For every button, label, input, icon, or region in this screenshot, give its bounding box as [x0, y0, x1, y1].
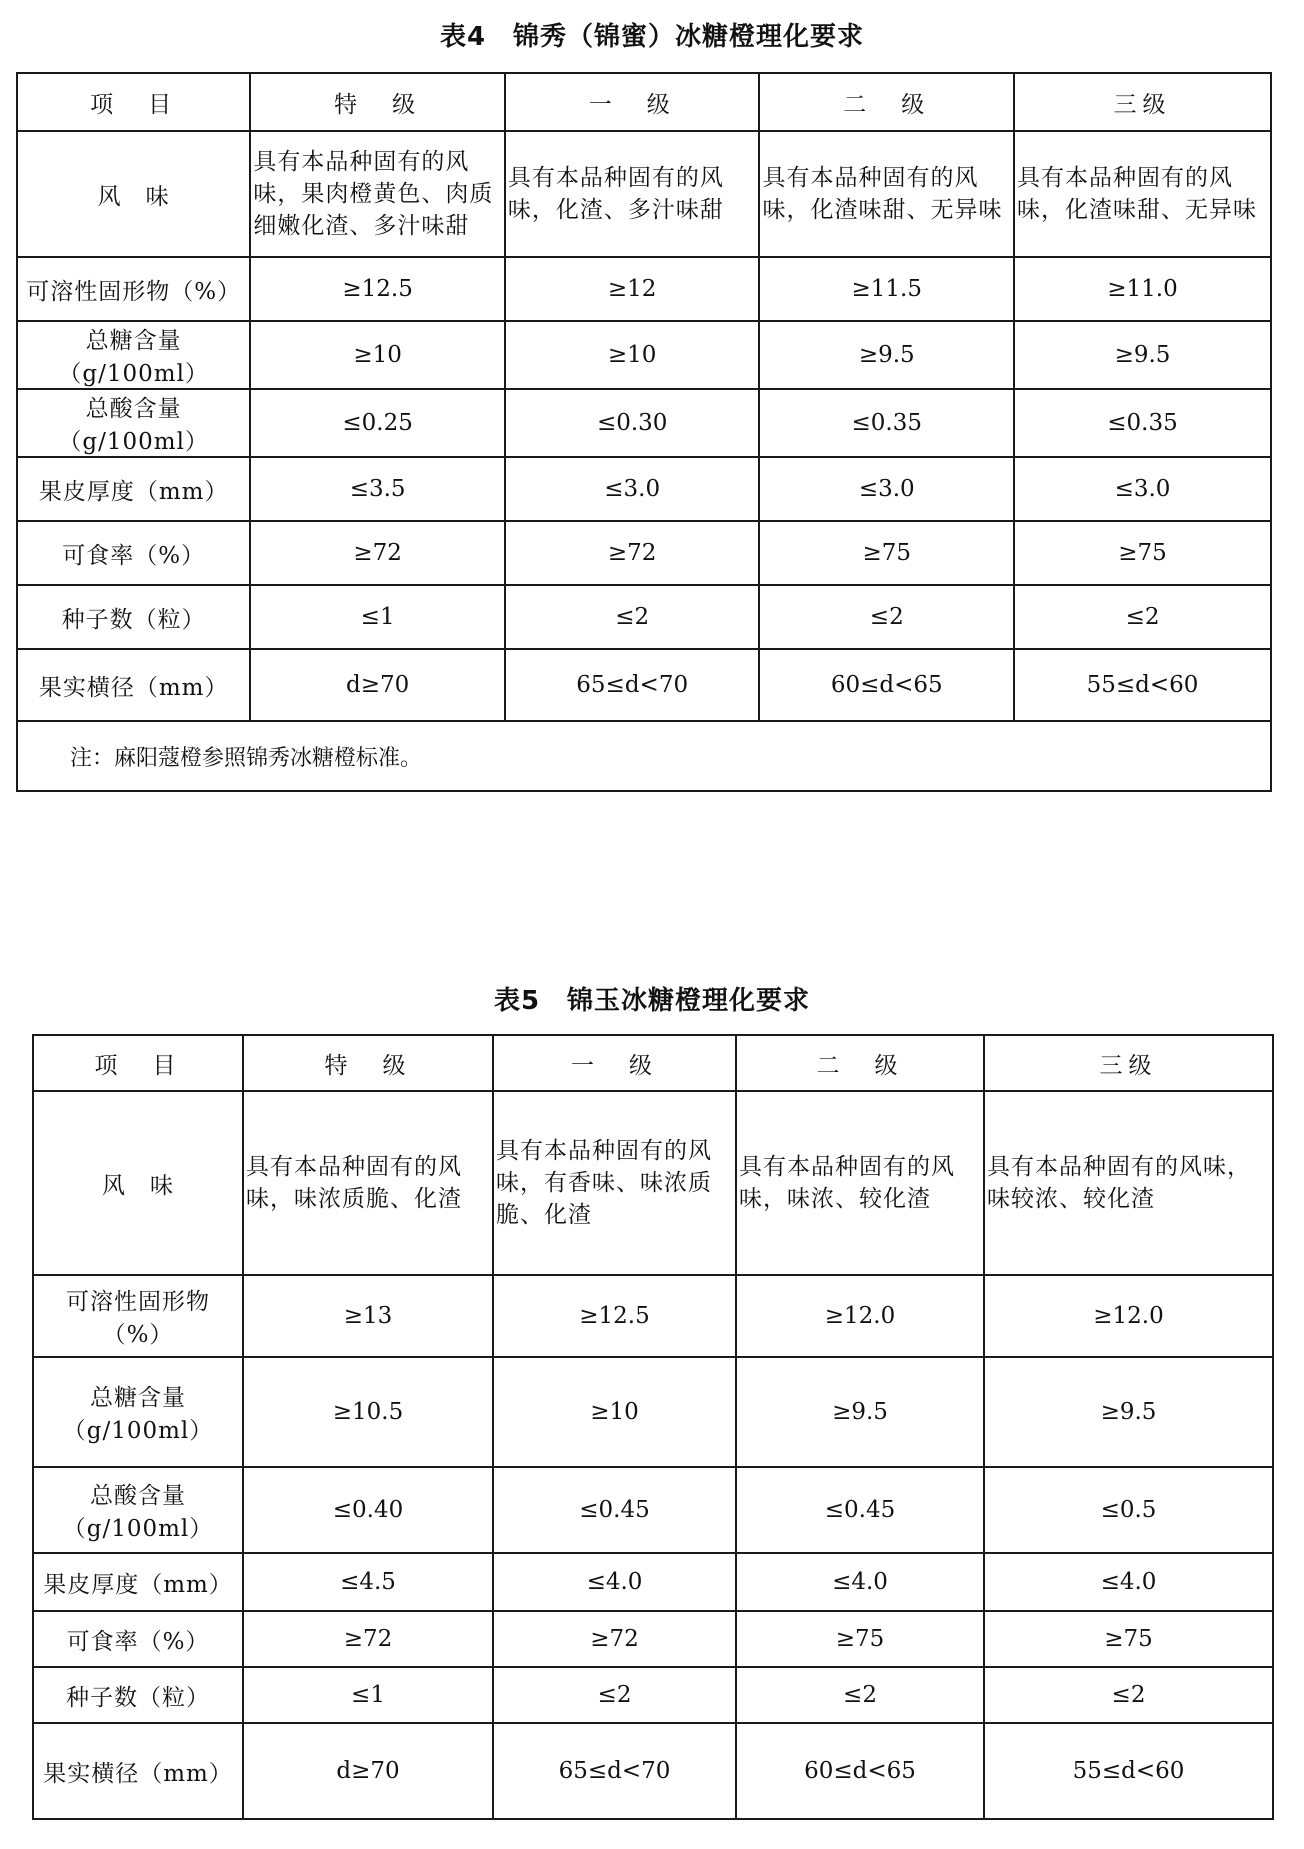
cell-value: ≤0.35 [759, 389, 1014, 457]
cell-value: d≥70 [250, 649, 505, 721]
cell-value: ≤1 [243, 1667, 493, 1723]
cell-value: 具有本品种固有的风味，化渣味甜、无异味 [759, 131, 1014, 257]
row-label: 可溶性固形物（%） [33, 1275, 243, 1357]
row-label: 总酸含量（g/100ml） [17, 389, 250, 457]
table4-title: 表4 锦秀（锦蜜）冰糖橙理化要求 [439, 22, 865, 52]
table-row [17, 257, 1271, 321]
table-row [33, 1091, 1273, 1275]
cell-value: ≤2 [736, 1667, 984, 1723]
cell-value: ≥75 [984, 1611, 1273, 1667]
row-label: 可食率（%） [17, 521, 250, 585]
cell-value: ≤0.30 [505, 389, 760, 457]
cell-value: ≤2 [493, 1667, 736, 1723]
cell-value: 55≤d<60 [984, 1723, 1273, 1819]
cell-value: 55≤d<60 [1014, 649, 1271, 721]
cell-value: 具有本品种固有的风味，味浓、较化渣 [736, 1091, 984, 1275]
cell-value: ≥12.0 [736, 1275, 984, 1357]
cell-value: ≥12 [505, 257, 760, 321]
cell-value: 具有本品种固有的风味，味浓质脆、化渣 [243, 1091, 493, 1275]
cell-value: ≥72 [243, 1611, 493, 1667]
header-grade-3: 三级 [1014, 73, 1271, 131]
cell-value: ≥13 [243, 1275, 493, 1357]
cell-value: ≤3.5 [250, 457, 505, 521]
table-row [17, 521, 1271, 585]
row-label: 种子数（粒） [17, 585, 250, 649]
cell-value: ≤0.45 [736, 1467, 984, 1553]
cell-value: ≥12.0 [984, 1275, 1273, 1357]
row-label: 风 味 [33, 1091, 243, 1275]
cell-value: ≤4.5 [243, 1553, 493, 1611]
header-item: 项 目 [33, 1035, 243, 1091]
table4-header-row [17, 73, 1271, 131]
header-grade-special: 特 级 [243, 1035, 493, 1091]
cell-value: 具有本品种固有的风味，果肉橙黄色、肉质细嫩化渣、多汁味甜 [250, 131, 505, 257]
cell-value: ≥72 [505, 521, 760, 585]
cell-value: ≤3.0 [1014, 457, 1271, 521]
cell-value: ≤4.0 [493, 1553, 736, 1611]
cell-value: ≥10.5 [243, 1357, 493, 1467]
cell-value: ≥72 [250, 521, 505, 585]
table5-header-row [33, 1035, 1273, 1091]
header-grade-3: 三级 [984, 1035, 1273, 1091]
cell-value: 具有本品种固有的风味，化渣、多汁味甜 [505, 131, 760, 257]
table-row [17, 585, 1271, 649]
row-label: 果实横径（mm） [17, 649, 250, 721]
table-row [33, 1723, 1273, 1819]
header-grade-special: 特 级 [250, 73, 505, 131]
row-label: 可食率（%） [33, 1611, 243, 1667]
cell-value: d≥70 [243, 1723, 493, 1819]
header-item: 项 目 [17, 73, 250, 131]
cell-value: ≥75 [1014, 521, 1271, 585]
cell-value: ≥9.5 [984, 1357, 1273, 1467]
cell-value: ≤3.0 [759, 457, 1014, 521]
cell-value: 具有本品种固有的风味，有香味、味浓质脆、化渣 [493, 1091, 736, 1275]
row-label: 总糖含量（g/100ml） [33, 1357, 243, 1467]
header-grade-1: 一 级 [505, 73, 760, 131]
cell-value: ≥12.5 [250, 257, 505, 321]
table4-note-row [17, 721, 1271, 791]
cell-value: ≤2 [1014, 585, 1271, 649]
cell-value: ≥75 [736, 1611, 984, 1667]
table-row [33, 1275, 1273, 1357]
header-grade-2: 二 级 [736, 1035, 984, 1091]
table-row [17, 321, 1271, 389]
cell-value: ≤1 [250, 585, 505, 649]
cell-value: ≤2 [759, 585, 1014, 649]
cell-value: 60≤d<65 [759, 649, 1014, 721]
cell-value: ≥11.5 [759, 257, 1014, 321]
cell-value: ≤4.0 [984, 1553, 1273, 1611]
cell-value: ≥9.5 [1014, 321, 1271, 389]
cell-value: ≤4.0 [736, 1553, 984, 1611]
cell-value: ≤2 [505, 585, 760, 649]
table5 [32, 1034, 1274, 1820]
row-label: 果皮厚度（mm） [17, 457, 250, 521]
header-grade-1: 一 级 [493, 1035, 736, 1091]
cell-value: ≥9.5 [736, 1357, 984, 1467]
table5-title: 表5 锦玉冰糖橙理化要求 [493, 986, 811, 1016]
table-row [33, 1611, 1273, 1667]
cell-value: 60≤d<65 [736, 1723, 984, 1819]
cell-value: 65≤d<70 [505, 649, 760, 721]
table4 [16, 72, 1272, 792]
cell-value: ≤0.5 [984, 1467, 1273, 1553]
cell-value: ≥11.0 [1014, 257, 1271, 321]
table-row [17, 457, 1271, 521]
cell-value: ≤2 [984, 1667, 1273, 1723]
cell-value: ≤0.25 [250, 389, 505, 457]
cell-value: ≥72 [493, 1611, 736, 1667]
table-row [17, 649, 1271, 721]
row-label: 总糖含量（g/100ml） [17, 321, 250, 389]
cell-value: 65≤d<70 [493, 1723, 736, 1819]
table-row [33, 1467, 1273, 1553]
cell-value: ≥10 [505, 321, 760, 389]
cell-value: ≥10 [493, 1357, 736, 1467]
table-row [17, 131, 1271, 257]
cell-value: ≤0.40 [243, 1467, 493, 1553]
table-row [33, 1553, 1273, 1611]
table-row [33, 1357, 1273, 1467]
cell-value: ≤3.0 [505, 457, 760, 521]
header-grade-2: 二 级 [759, 73, 1014, 131]
row-label: 果实横径（mm） [33, 1723, 243, 1819]
cell-value: ≥10 [250, 321, 505, 389]
cell-value: ≥75 [759, 521, 1014, 585]
table-note: 注：麻阳蔻橙参照锦秀冰糖橙标准。 [17, 721, 1271, 791]
row-label: 风 味 [17, 131, 250, 257]
cell-value: 具有本品种固有的风味，化渣味甜、无异味 [1014, 131, 1271, 257]
row-label: 种子数（粒） [33, 1667, 243, 1723]
cell-value: ≤0.45 [493, 1467, 736, 1553]
cell-value: 具有本品种固有的风味，味较浓、较化渣 [984, 1091, 1273, 1275]
cell-value: ≥12.5 [493, 1275, 736, 1357]
row-label: 可溶性固形物（%） [17, 257, 250, 321]
table-row [33, 1667, 1273, 1723]
row-label: 果皮厚度（mm） [33, 1553, 243, 1611]
cell-value: ≥9.5 [759, 321, 1014, 389]
row-label: 总酸含量（g/100ml） [33, 1467, 243, 1553]
table-row [17, 389, 1271, 457]
cell-value: ≤0.35 [1014, 389, 1271, 457]
